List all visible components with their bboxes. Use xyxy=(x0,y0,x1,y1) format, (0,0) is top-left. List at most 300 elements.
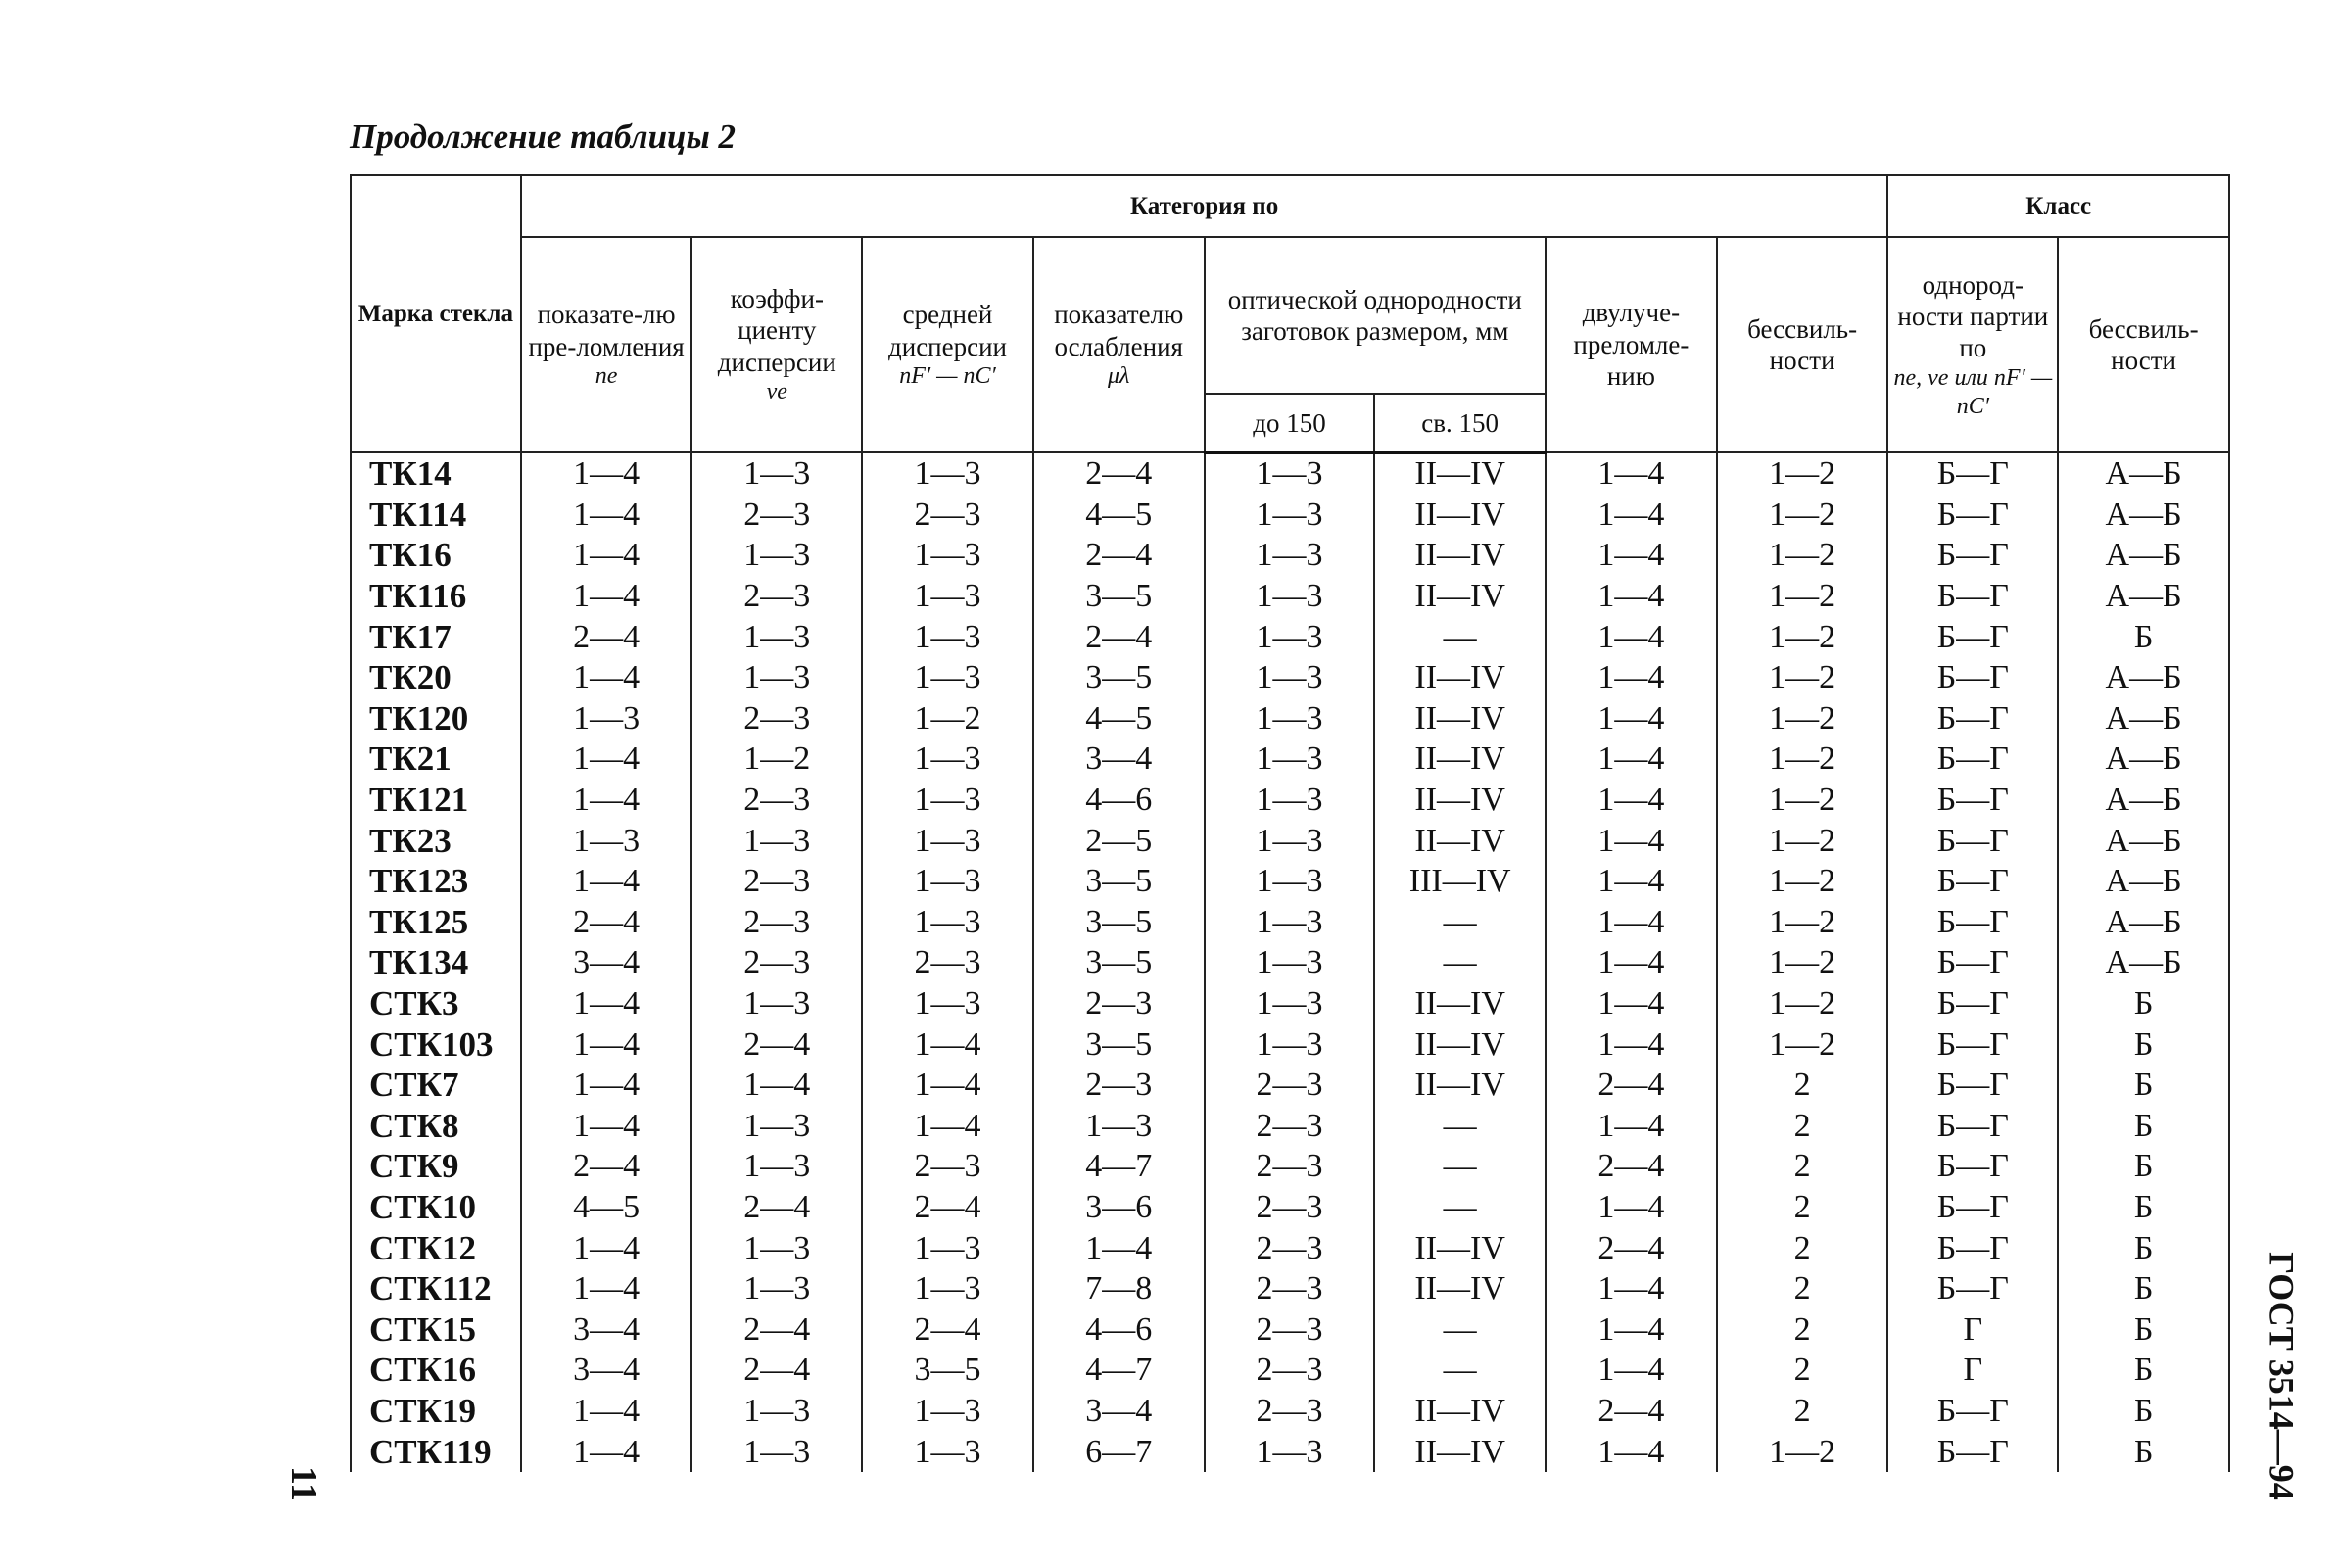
page-number xyxy=(279,1449,328,1518)
value-cell: II—IV xyxy=(1374,1024,1546,1066)
value-cell: Б xyxy=(2058,1391,2229,1432)
value-cell: 1—3 xyxy=(691,1147,862,1188)
value-cell: II—IV xyxy=(1374,739,1546,781)
value-cell: 1—2 xyxy=(1717,739,1888,781)
value-cell: 1—2 xyxy=(1717,617,1888,658)
value-cell: 1—2 xyxy=(1717,1432,1888,1473)
value-cell: А—Б xyxy=(2058,902,2229,943)
header-category-group: Категория по xyxy=(521,175,1888,237)
value-cell: 1—4 xyxy=(521,1268,692,1309)
value-cell: 1—3 xyxy=(1205,617,1375,658)
value-cell: 1—4 xyxy=(1546,1106,1717,1147)
grade-cell: СТК12 xyxy=(351,1228,521,1269)
value-cell: 3—4 xyxy=(1033,739,1205,781)
value-cell: 2—4 xyxy=(1546,1391,1717,1432)
value-cell: — xyxy=(1374,1187,1546,1228)
table-row xyxy=(351,821,2229,862)
value-cell: 1—3 xyxy=(862,1432,1033,1473)
value-cell: 1—4 xyxy=(521,1432,692,1473)
table-row xyxy=(351,576,2229,617)
value-cell: 1—4 xyxy=(521,452,692,495)
value-cell: 3—5 xyxy=(1033,576,1205,617)
header-col-opt-b: св. 150 xyxy=(1374,394,1546,452)
value-cell: 4—7 xyxy=(1033,1147,1205,1188)
value-cell: 1—3 xyxy=(862,1268,1033,1309)
value-cell: II—IV xyxy=(1374,576,1546,617)
value-cell: 2—4 xyxy=(1546,1147,1717,1188)
header-col-att-label: показателю ослабления xyxy=(1054,300,1184,361)
table-row xyxy=(351,739,2229,781)
grade-cell: СТК3 xyxy=(351,983,521,1024)
value-cell: 1—3 xyxy=(1205,780,1375,821)
value-cell: 1—3 xyxy=(1205,698,1375,739)
value-cell: Б xyxy=(2058,1147,2229,1188)
value-cell: 1—3 xyxy=(1205,576,1375,617)
value-cell: Б xyxy=(2058,1432,2229,1473)
value-cell: 2—3 xyxy=(1205,1187,1375,1228)
table-body xyxy=(351,452,2229,1472)
table-row xyxy=(351,1309,2229,1351)
value-cell: 1—2 xyxy=(1717,1024,1888,1066)
value-cell: А—Б xyxy=(2058,657,2229,698)
value-cell: 1—3 xyxy=(862,617,1033,658)
grade-cell: СТК8 xyxy=(351,1106,521,1147)
value-cell: Б xyxy=(2058,1187,2229,1228)
value-cell: 2—4 xyxy=(1033,617,1205,658)
header-col-att xyxy=(1033,237,1205,452)
table-row xyxy=(351,1391,2229,1432)
value-cell: 2—3 xyxy=(691,495,862,536)
header-col-ne-label: показате-лю пре-ломления xyxy=(528,300,685,361)
value-cell: 1—3 xyxy=(1205,1432,1375,1473)
value-cell: 2—3 xyxy=(1205,1309,1375,1351)
value-cell: 1—4 xyxy=(521,861,692,902)
value-cell: А—Б xyxy=(2058,821,2229,862)
value-cell: 2—3 xyxy=(691,861,862,902)
value-cell: 1—2 xyxy=(691,739,862,781)
grade-cell: СТК119 xyxy=(351,1432,521,1473)
value-cell: Б xyxy=(2058,617,2229,658)
value-cell: 2—3 xyxy=(862,1147,1033,1188)
table-row xyxy=(351,902,2229,943)
value-cell: II—IV xyxy=(1374,452,1546,495)
value-cell: Б xyxy=(2058,1268,2229,1309)
value-cell: 2—4 xyxy=(691,1309,862,1351)
table-row xyxy=(351,1147,2229,1188)
value-cell: 1—4 xyxy=(1546,536,1717,577)
value-cell: 1—4 xyxy=(1546,698,1717,739)
value-cell: 1—2 xyxy=(1717,943,1888,984)
value-cell: 1—4 xyxy=(521,983,692,1024)
value-cell: 7—8 xyxy=(1033,1268,1205,1309)
value-cell: 2—3 xyxy=(691,780,862,821)
grade-cell: СТК112 xyxy=(351,1268,521,1309)
value-cell: 1—2 xyxy=(1717,821,1888,862)
header-grade: Марка стекла xyxy=(351,175,521,452)
grade-cell: ТК125 xyxy=(351,902,521,943)
value-cell: 2—4 xyxy=(1033,452,1205,495)
value-cell: 3—5 xyxy=(1033,943,1205,984)
value-cell: 1—2 xyxy=(1717,983,1888,1024)
value-cell: 2—4 xyxy=(521,617,692,658)
header-col-mid-symbol: nF′ — nC′ xyxy=(899,362,996,389)
value-cell: 1—4 xyxy=(521,1391,692,1432)
value-cell: II—IV xyxy=(1374,1065,1546,1106)
value-cell: 1—3 xyxy=(862,1391,1033,1432)
value-cell: 1—3 xyxy=(1033,1106,1205,1147)
value-cell: 1—4 xyxy=(1546,617,1717,658)
value-cell: Г xyxy=(1887,1351,2058,1392)
value-cell: 1—4 xyxy=(521,657,692,698)
header-col-bir: двулуче-преломле-нию xyxy=(1546,237,1717,452)
value-cell: 4—5 xyxy=(1033,698,1205,739)
value-cell: 1—4 xyxy=(1546,983,1717,1024)
value-cell: 2—3 xyxy=(691,902,862,943)
value-cell: 1—3 xyxy=(1205,861,1375,902)
value-cell: 1—4 xyxy=(1546,739,1717,781)
value-cell: Б xyxy=(2058,1065,2229,1106)
header-col-ne-symbol: ne xyxy=(595,362,618,389)
value-cell: 2—3 xyxy=(691,698,862,739)
value-cell: А—Б xyxy=(2058,536,2229,577)
table-row xyxy=(351,1024,2229,1066)
value-cell: 4—6 xyxy=(1033,780,1205,821)
header-col-striae: бессвиль-ности xyxy=(1717,237,1888,452)
grade-cell: ТК123 xyxy=(351,861,521,902)
value-cell: Б—Г xyxy=(1887,698,2058,739)
value-cell: III—IV xyxy=(1374,861,1546,902)
value-cell: 2 xyxy=(1717,1309,1888,1351)
value-cell: 1—4 xyxy=(1546,1187,1717,1228)
value-cell: Б—Г xyxy=(1887,821,2058,862)
value-cell: Б—Г xyxy=(1887,1228,2058,1269)
value-cell: 1—2 xyxy=(1717,495,1888,536)
header-col-ve xyxy=(691,237,862,452)
table-row xyxy=(351,1187,2229,1228)
value-cell: 1—3 xyxy=(862,983,1033,1024)
value-cell: 3—5 xyxy=(1033,902,1205,943)
value-cell: 3—5 xyxy=(862,1351,1033,1392)
value-cell: 2 xyxy=(1717,1391,1888,1432)
value-cell: 1—3 xyxy=(862,821,1033,862)
value-cell: А—Б xyxy=(2058,576,2229,617)
header-class-homog-symbol: ne, νe или nF′ — nC′ xyxy=(1893,364,2053,419)
table-row xyxy=(351,495,2229,536)
value-cell: 1—3 xyxy=(1205,1024,1375,1066)
table-row xyxy=(351,1432,2229,1473)
header-class-striae: бессвиль-ности xyxy=(2058,237,2229,452)
value-cell: 1—4 xyxy=(521,536,692,577)
table-row xyxy=(351,1228,2229,1269)
value-cell: — xyxy=(1374,1309,1546,1351)
value-cell: А—Б xyxy=(2058,452,2229,495)
value-cell: 2—4 xyxy=(691,1351,862,1392)
value-cell: 1—4 xyxy=(1546,1268,1717,1309)
value-cell: 2—3 xyxy=(1205,1106,1375,1147)
table-row xyxy=(351,1268,2229,1309)
value-cell: 1—4 xyxy=(521,1228,692,1269)
header-class-group: Класс xyxy=(1887,175,2229,237)
value-cell: 1—3 xyxy=(862,902,1033,943)
table-row xyxy=(351,1351,2229,1392)
value-cell: Б—Г xyxy=(1887,1065,2058,1106)
value-cell: Б—Г xyxy=(1887,739,2058,781)
grade-cell: СТК19 xyxy=(351,1391,521,1432)
value-cell: А—Б xyxy=(2058,698,2229,739)
value-cell: Б—Г xyxy=(1887,576,2058,617)
value-cell: 1—4 xyxy=(1546,495,1717,536)
value-cell: Б—Г xyxy=(1887,943,2058,984)
value-cell: 1—3 xyxy=(862,1228,1033,1269)
value-cell: 2 xyxy=(1717,1187,1888,1228)
value-cell: 1—3 xyxy=(521,821,692,862)
value-cell: Б xyxy=(2058,1106,2229,1147)
grade-cell: ТК116 xyxy=(351,576,521,617)
table-row xyxy=(351,780,2229,821)
value-cell: II—IV xyxy=(1374,536,1546,577)
header-col-mid-label: средней дисперсии xyxy=(888,300,1008,361)
value-cell: 1—3 xyxy=(1205,821,1375,862)
value-cell: 4—7 xyxy=(1033,1351,1205,1392)
header-col-opt: оптической однородности заготовок размером, мм xyxy=(1205,237,1546,394)
value-cell: 2—3 xyxy=(691,576,862,617)
value-cell: 2—4 xyxy=(521,1147,692,1188)
value-cell: 1—2 xyxy=(1717,698,1888,739)
value-cell: II—IV xyxy=(1374,698,1546,739)
value-cell: 1—4 xyxy=(691,1065,862,1106)
value-cell: II—IV xyxy=(1374,657,1546,698)
value-cell: 1—3 xyxy=(862,739,1033,781)
value-cell: II—IV xyxy=(1374,821,1546,862)
header-class-homog-label: однород-ности партии по xyxy=(1897,269,2049,363)
value-cell: 1—3 xyxy=(1205,902,1375,943)
value-cell: 2 xyxy=(1717,1106,1888,1147)
value-cell: 2—4 xyxy=(521,902,692,943)
value-cell: II—IV xyxy=(1374,1268,1546,1309)
header-col-opt-a: до 150 xyxy=(1205,394,1375,452)
value-cell: 1—3 xyxy=(1205,943,1375,984)
value-cell: Б—Г xyxy=(1887,861,2058,902)
value-cell: 1—2 xyxy=(1717,780,1888,821)
table-row xyxy=(351,943,2229,984)
value-cell: 1—3 xyxy=(691,1106,862,1147)
value-cell: А—Б xyxy=(2058,495,2229,536)
value-cell: — xyxy=(1374,617,1546,658)
header-col-att-symbol: μλ xyxy=(1108,362,1130,389)
value-cell: А—Б xyxy=(2058,780,2229,821)
value-cell: 1—4 xyxy=(1546,452,1717,495)
value-cell: — xyxy=(1374,1351,1546,1392)
header-col-ve-label: коэффи-циенту дисперсии xyxy=(717,284,836,377)
grade-cell: ТК23 xyxy=(351,821,521,862)
value-cell: Б xyxy=(2058,1024,2229,1066)
value-cell: 2—4 xyxy=(691,1187,862,1228)
value-cell: 1—3 xyxy=(691,452,862,495)
value-cell: 1—4 xyxy=(521,1106,692,1147)
value-cell: Б—Г xyxy=(1887,902,2058,943)
value-cell: 2—4 xyxy=(1546,1228,1717,1269)
table-row xyxy=(351,1106,2229,1147)
value-cell: 2—3 xyxy=(1205,1065,1375,1106)
grade-cell: ТК134 xyxy=(351,943,521,984)
value-cell: А—Б xyxy=(2058,739,2229,781)
value-cell: 1—4 xyxy=(1546,1432,1717,1473)
value-cell: 3—5 xyxy=(1033,1024,1205,1066)
value-cell: 1—4 xyxy=(1546,657,1717,698)
value-cell: 1—3 xyxy=(862,452,1033,495)
value-cell: Б xyxy=(2058,983,2229,1024)
value-cell: II—IV xyxy=(1374,1228,1546,1269)
value-cell: 3—4 xyxy=(521,1309,692,1351)
value-cell: 1—3 xyxy=(862,536,1033,577)
value-cell: 1—3 xyxy=(1205,739,1375,781)
value-cell: 2 xyxy=(1717,1147,1888,1188)
value-cell: 1—2 xyxy=(1717,576,1888,617)
value-cell: II—IV xyxy=(1374,1432,1546,1473)
value-cell: 1—3 xyxy=(691,657,862,698)
value-cell: 1—3 xyxy=(1205,536,1375,577)
value-cell: 1—3 xyxy=(862,576,1033,617)
table-row xyxy=(351,452,2229,495)
value-cell: 1—4 xyxy=(521,576,692,617)
value-cell: 2—4 xyxy=(862,1187,1033,1228)
value-cell: 2 xyxy=(1717,1228,1888,1269)
value-cell: II—IV xyxy=(1374,780,1546,821)
value-cell: 2—3 xyxy=(862,495,1033,536)
value-cell: 2—3 xyxy=(1205,1351,1375,1392)
value-cell: 1—3 xyxy=(1205,452,1375,495)
value-cell: Б—Г xyxy=(1887,452,2058,495)
grade-cell: ТК114 xyxy=(351,495,521,536)
table-row xyxy=(351,657,2229,698)
value-cell: Б—Г xyxy=(1887,657,2058,698)
value-cell: 1—4 xyxy=(1546,780,1717,821)
value-cell: Б xyxy=(2058,1228,2229,1269)
value-cell: Г xyxy=(1887,1309,2058,1351)
value-cell: II—IV xyxy=(1374,495,1546,536)
value-cell: 4—5 xyxy=(521,1187,692,1228)
value-cell: 6—7 xyxy=(1033,1432,1205,1473)
value-cell: А—Б xyxy=(2058,943,2229,984)
value-cell: 1—2 xyxy=(1717,902,1888,943)
value-cell: 1—4 xyxy=(862,1106,1033,1147)
glass-table xyxy=(350,174,2230,1472)
table-caption: Продолжение таблицы 2 xyxy=(350,118,737,156)
value-cell: 2—4 xyxy=(1033,536,1205,577)
table-row xyxy=(351,617,2229,658)
value-cell: 2—3 xyxy=(691,943,862,984)
value-cell: 1—3 xyxy=(691,1268,862,1309)
value-cell: Б—Г xyxy=(1887,983,2058,1024)
value-cell: Б—Г xyxy=(1887,1391,2058,1432)
value-cell: 1—4 xyxy=(521,495,692,536)
value-cell: 1—3 xyxy=(691,1228,862,1269)
value-cell: 4—5 xyxy=(1033,495,1205,536)
value-cell: 1—4 xyxy=(1546,943,1717,984)
grade-cell: СТК16 xyxy=(351,1351,521,1392)
value-cell: 2—3 xyxy=(862,943,1033,984)
value-cell: 2—4 xyxy=(862,1309,1033,1351)
value-cell: 1—3 xyxy=(1205,495,1375,536)
value-cell: 1—3 xyxy=(691,821,862,862)
doc-code-text: ГОСТ 3514—94 xyxy=(2262,1252,2302,1500)
grade-cell: ТК21 xyxy=(351,739,521,781)
value-cell: 2 xyxy=(1717,1268,1888,1309)
value-cell: 2—3 xyxy=(1205,1228,1375,1269)
value-cell: 1—4 xyxy=(1546,576,1717,617)
value-cell: 2—3 xyxy=(1033,1065,1205,1106)
value-cell: 1—3 xyxy=(1205,657,1375,698)
value-cell: 1—3 xyxy=(691,983,862,1024)
value-cell: 1—4 xyxy=(1546,1309,1717,1351)
value-cell: 2 xyxy=(1717,1351,1888,1392)
table-row xyxy=(351,861,2229,902)
header-col-ve-symbol: νe xyxy=(766,379,787,405)
value-cell: — xyxy=(1374,1106,1546,1147)
value-cell: 2 xyxy=(1717,1065,1888,1106)
value-cell: 1—2 xyxy=(1717,657,1888,698)
value-cell: 2—4 xyxy=(1546,1065,1717,1106)
value-cell: 1—3 xyxy=(691,1432,862,1473)
value-cell: 1—3 xyxy=(862,861,1033,902)
value-cell: 1—3 xyxy=(691,1391,862,1432)
value-cell: 1—3 xyxy=(521,698,692,739)
value-cell: — xyxy=(1374,1147,1546,1188)
table-row xyxy=(351,1065,2229,1106)
value-cell: 1—4 xyxy=(521,780,692,821)
value-cell: Б—Г xyxy=(1887,1268,2058,1309)
grade-cell: ТК20 xyxy=(351,657,521,698)
page-number-text: 11 xyxy=(283,1466,324,1501)
value-cell: Б—Г xyxy=(1887,617,2058,658)
value-cell: 1—3 xyxy=(691,536,862,577)
grade-cell: СТК15 xyxy=(351,1309,521,1351)
value-cell: 3—4 xyxy=(521,1351,692,1392)
table-row xyxy=(351,983,2229,1024)
value-cell: 3—4 xyxy=(521,943,692,984)
value-cell: 3—5 xyxy=(1033,861,1205,902)
value-cell: 2—4 xyxy=(691,1024,862,1066)
value-cell: 2—3 xyxy=(1205,1268,1375,1309)
value-cell: 1—4 xyxy=(1033,1228,1205,1269)
value-cell: II—IV xyxy=(1374,983,1546,1024)
grade-cell: СТК7 xyxy=(351,1065,521,1106)
grade-cell: ТК17 xyxy=(351,617,521,658)
value-cell: Б—Г xyxy=(1887,495,2058,536)
value-cell: 3—6 xyxy=(1033,1187,1205,1228)
value-cell: 1—4 xyxy=(1546,1024,1717,1066)
value-cell: 1—4 xyxy=(521,739,692,781)
value-cell: 1—4 xyxy=(1546,861,1717,902)
value-cell: Б—Г xyxy=(1887,1187,2058,1228)
value-cell: 1—4 xyxy=(1546,1351,1717,1392)
header-class-homog xyxy=(1887,237,2058,452)
value-cell: Б—Г xyxy=(1887,780,2058,821)
value-cell: Б xyxy=(2058,1351,2229,1392)
value-cell: Б—Г xyxy=(1887,1147,2058,1188)
table-row xyxy=(351,536,2229,577)
value-cell: Б—Г xyxy=(1887,1106,2058,1147)
value-cell: 3—4 xyxy=(1033,1391,1205,1432)
header-col-ne xyxy=(521,237,692,452)
value-cell: Б—Г xyxy=(1887,1432,2058,1473)
value-cell: 3—5 xyxy=(1033,657,1205,698)
value-cell: II—IV xyxy=(1374,1391,1546,1432)
value-cell: Б—Г xyxy=(1887,1024,2058,1066)
value-cell: 1—3 xyxy=(862,780,1033,821)
value-cell: А—Б xyxy=(2058,861,2229,902)
value-cell: — xyxy=(1374,902,1546,943)
